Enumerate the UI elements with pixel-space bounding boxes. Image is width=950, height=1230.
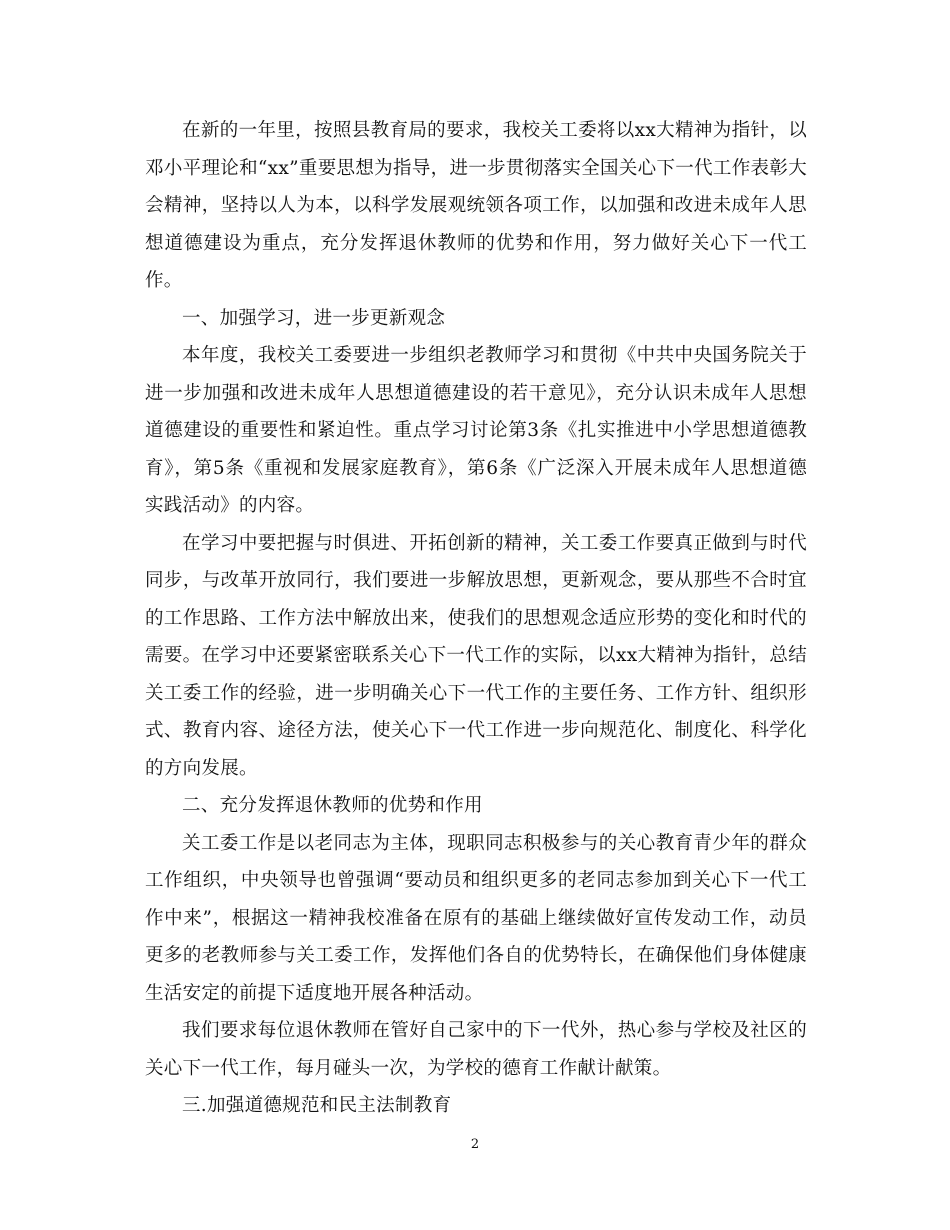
body-paragraph: 我们要求每位退休教师在管好自己家中的下一代外，热心参与学校及社区的关心下一代工作，每月碰头一次，为学校的德育工作献计献策。 <box>145 1020 807 1079</box>
document-body <box>145 112 807 1125</box>
section-heading-3: 三.加强道德规范和民主法制教育 <box>182 1095 452 1116</box>
page-number: 2 <box>470 1137 480 1152</box>
section-heading-2: 二、充分发挥退休教师的优势和作用 <box>182 795 483 816</box>
intro-paragraph: 在新的一年里，按照县教育局的要求，我校关工委将以xx大精神为指针，以邓小平理论和“xx”重要思想为指导，进一步贯彻落实全国关心下一代工作表彰大会精神，坚持以人为本，以科学发展观统领各项工作，以加强和改进未成年人思想道德建设为重点，充分发挥退休教师的优势和作用，努力做好关心下一代工作。 <box>145 120 807 291</box>
section-heading-1: 一、加强学习，进一步更新观念 <box>182 307 446 329</box>
body-paragraph: 在学习中要把握与时俱进、开拓创新的精神，关工委工作要真正做到与时代同步，与改革开放同行，我们要进一步解放思想，更新观念，要从那些不合时宜的工作思路、工作方法中解放出来，使我们的思想观念适应形势的变化和时代的需要。在学习中还要紧密联系关心下一代工作的实际，以xx大精神为指针，总结关工委工作的经验，进一步明确关心下一代工作的主要任务、工作方针、组织形式、教育内容、途径方法，使关心下一代工作进一步向规范化、制度化、科学化的方向发展。 <box>145 532 807 779</box>
body-paragraph: 关工委工作是以老同志为主体，现职同志积极参与的关心教育青少年的群众工作组织，中央领导也曾强调“要动员和组织更多的老同志参加到关心下一代工作中来”，根据这一精神我校准备在原有的基础上继续做好宣传发动工作，动员更多的老教师参与关工委工作，发挥他们各自的优势特长，在确保他们身体健康生活安定的前提下适度地开展各种活动。 <box>145 832 807 1004</box>
body-paragraph: 本年度，我校关工委要进一步组织老教师学习和贯彻《中共中央国务院关于进一步加强和改进未成年人思想道德建设的若干意见》，充分认识未成年人思想道德建设的重要性和紧迫性。重点学习讨论第3条《扎实推进中小学思想道德教育》，第5条《重视和发展家庭教育》，第6条《广泛深入开展未成年人思想道德实践活动》的内容。 <box>145 345 807 516</box>
